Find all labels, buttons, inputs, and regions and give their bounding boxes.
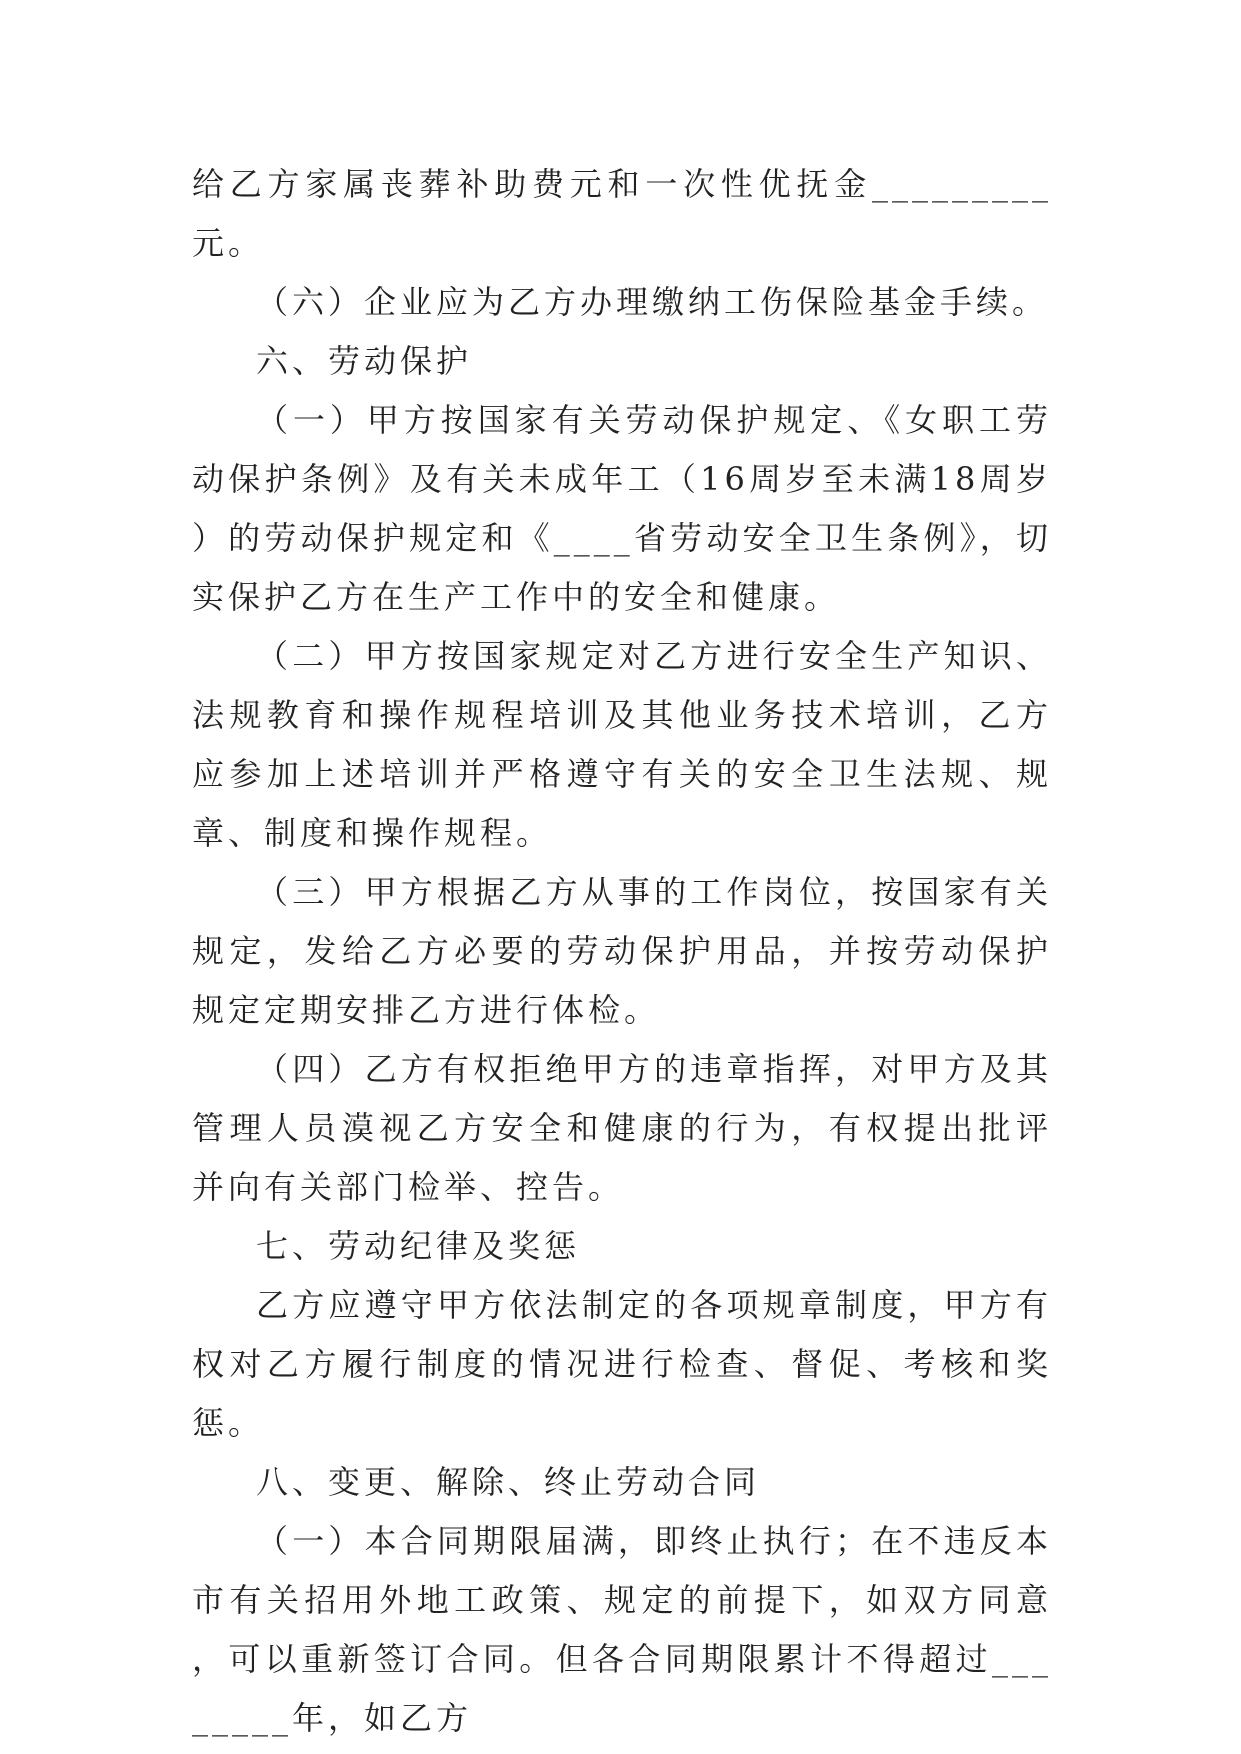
paragraph-protective-equipment: （三）甲方根据乙方从事的工作岗位，按国家有关规定，发给乙方必要的劳动保护用品，并按劳动保护规定定期安排乙方进行体检。 bbox=[192, 873, 1052, 1029]
document-body bbox=[192, 155, 1052, 1748]
paragraph-funeral-subsidy: 给乙方家属丧葬补助费元和一次性优抚金_________元。 bbox=[192, 165, 1052, 262]
section-heading-labor-protection: 六、劳动保护 bbox=[256, 342, 473, 380]
section-heading-contract-changes: 八、变更、解除、终止劳动合同 bbox=[256, 1463, 761, 1501]
paragraph-contract-expiry: （一）本合同期限届满，即终止执行；在不违反本市有关招用外地工政策、规定的前提下，如双方同意，可以重新签订合同。但各合同期限累计不得超过________年，如乙方 bbox=[192, 1522, 1052, 1737]
paragraph-rules-compliance: 乙方应遵守甲方依法制定的各项规章制度，甲方有权对乙方履行制度的情况进行检查、督促、考核和奖惩。 bbox=[192, 1286, 1052, 1442]
paragraph-right-to-refuse: （四）乙方有权拒绝甲方的违章指挥，对甲方及其管理人员漠视乙方安全和健康的行为，有权提出批评并向有关部门检举、控告。 bbox=[192, 1050, 1052, 1206]
section-heading-discipline: 七、劳动纪律及奖惩 bbox=[256, 1227, 581, 1265]
paragraph-injury-insurance: （六）企业应为乙方办理缴纳工伤保险基金手续。 bbox=[256, 283, 1049, 321]
paragraph-protection-regulations: （一）甲方按国家有关劳动保护规定、《女职工劳动保护条例》及有关未成年工（16周岁至未满18周岁）的劳动保护规定和《____省劳动安全卫生条例》，切实保护乙方在生产工作中的安全和健康。 bbox=[192, 401, 1052, 616]
paragraph-safety-training: （二）甲方按国家规定对乙方进行安全生产知识、法规教育和操作规程培训及其他业务技术培训，乙方应参加上述培训并严格遵守有关的安全卫生法规、规章、制度和操作规程。 bbox=[192, 637, 1052, 852]
